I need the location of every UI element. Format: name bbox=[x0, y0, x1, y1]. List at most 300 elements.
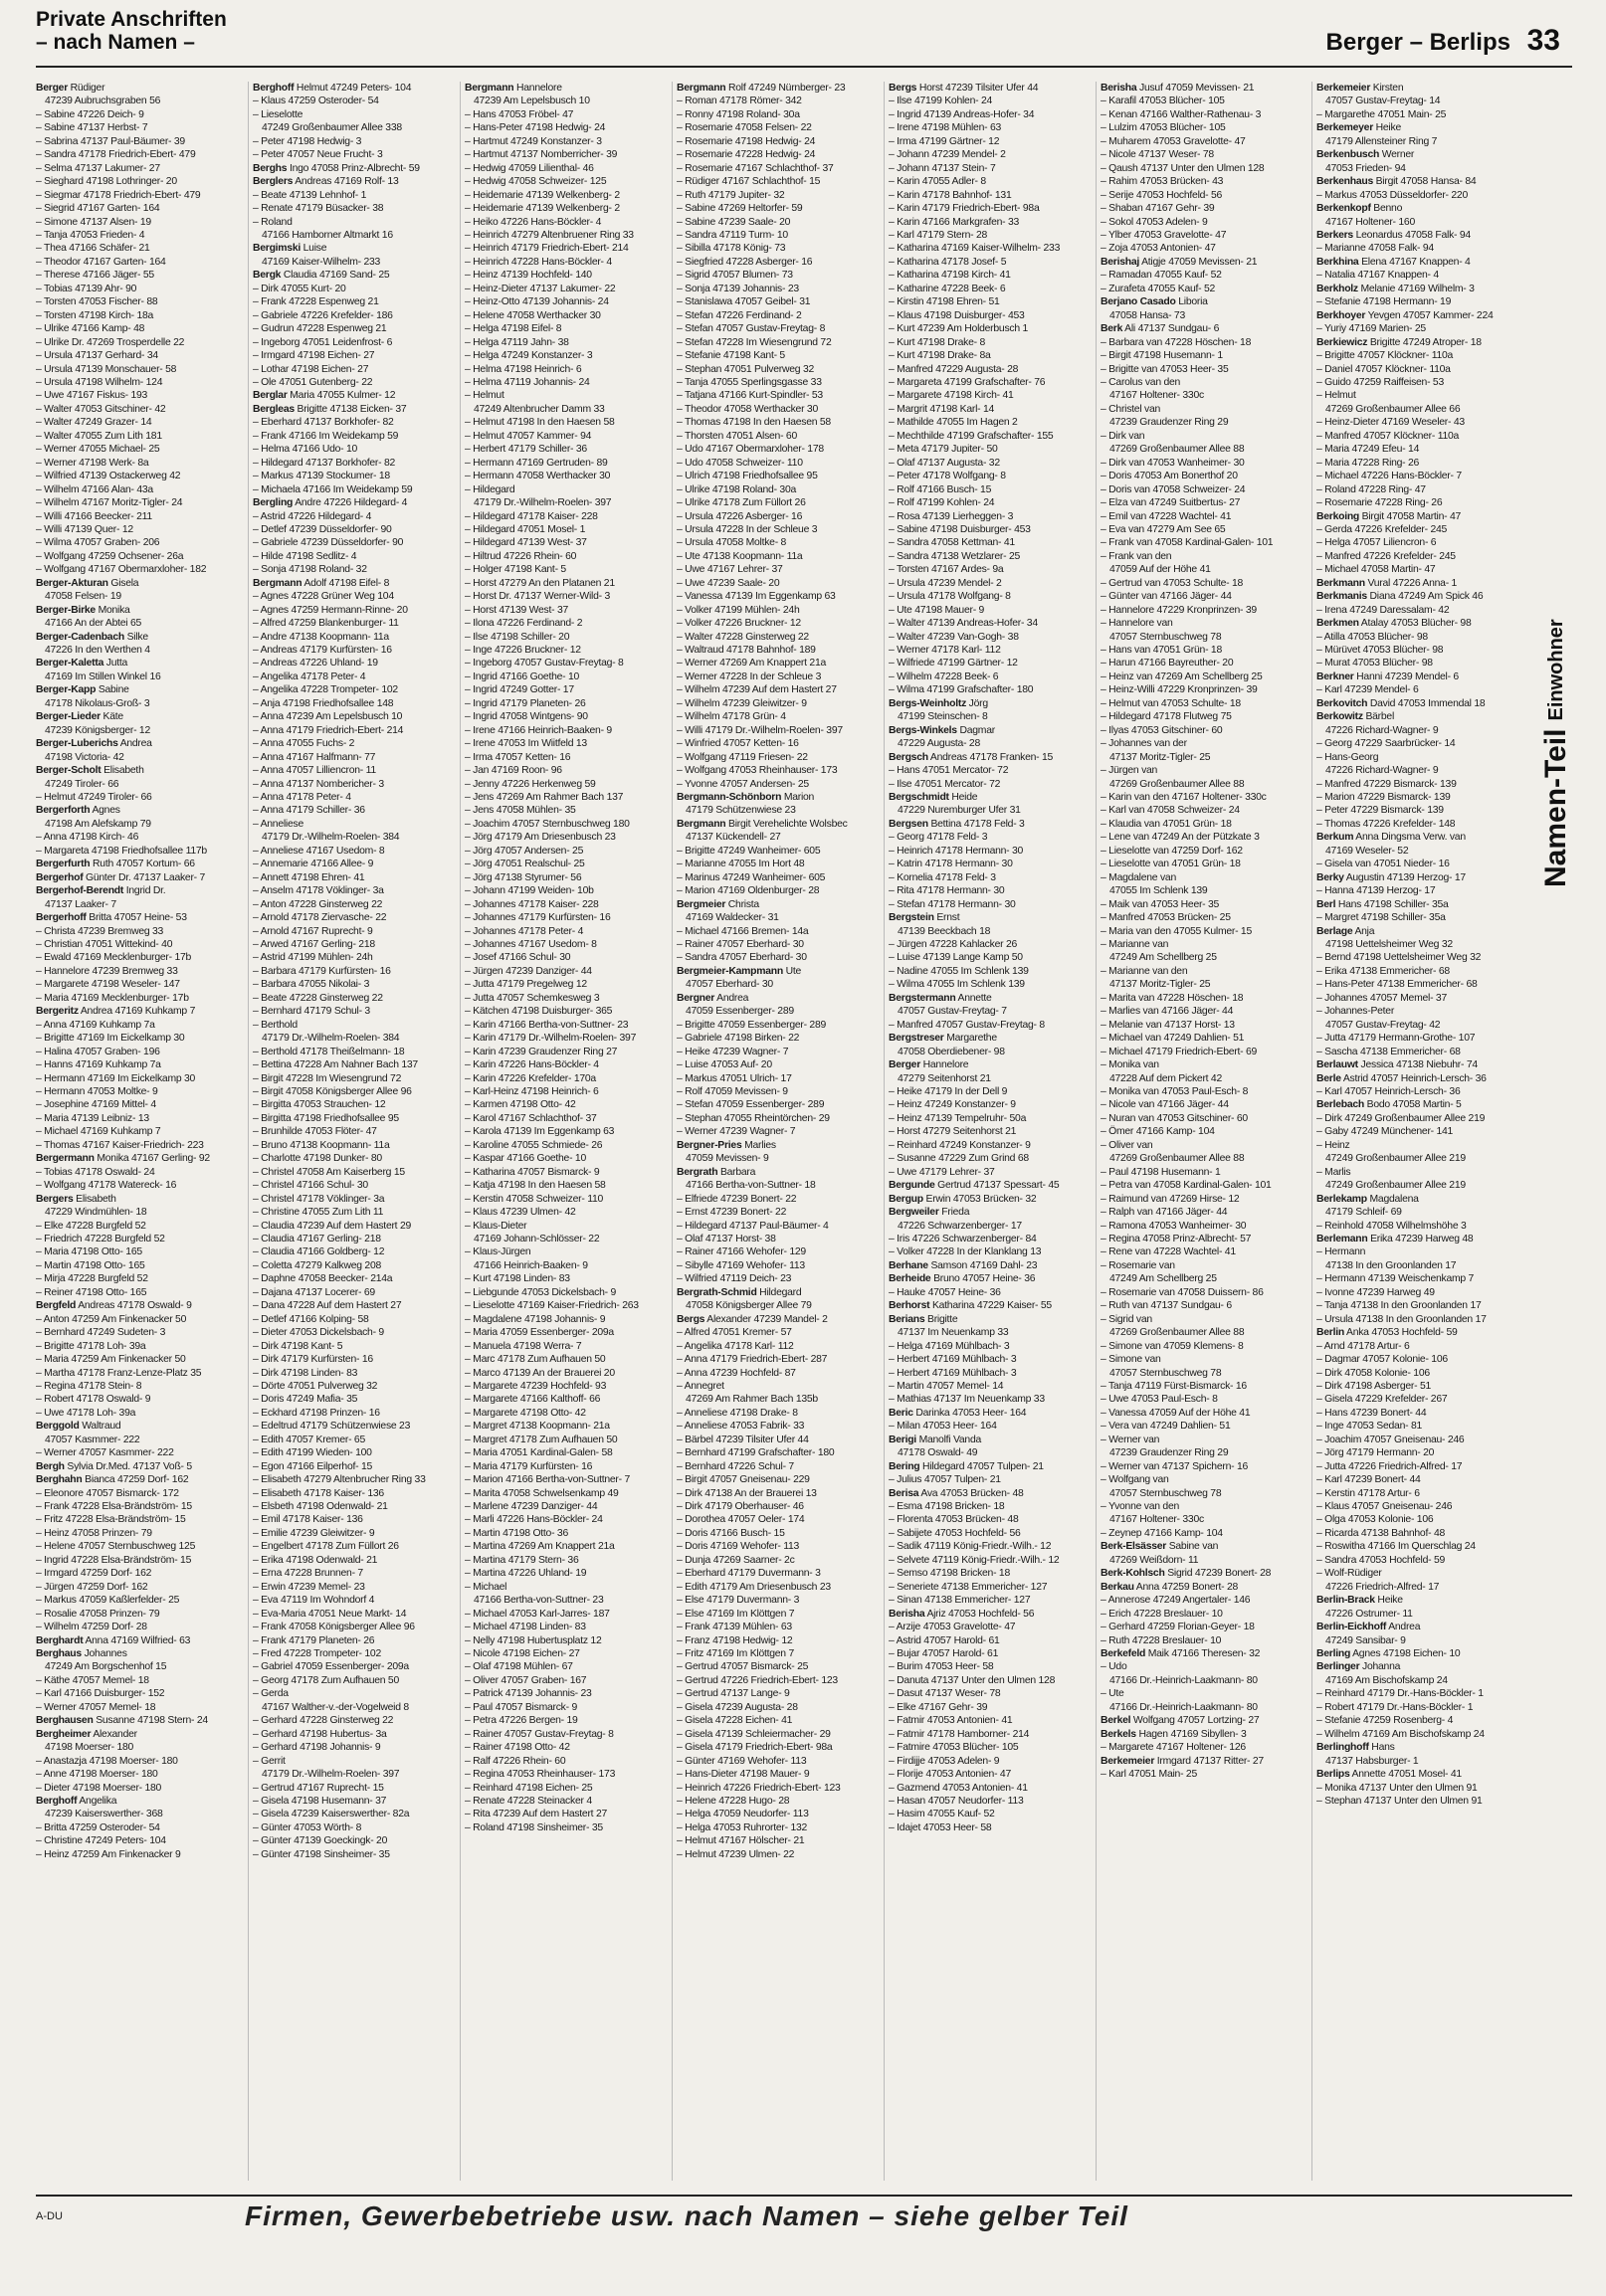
entry-text: – Hasim 47055 Kauf- 52 bbox=[889, 1809, 995, 1820]
entry-text: – Helga 47249 Konstanzer- 3 bbox=[465, 350, 593, 362]
listing-entry bbox=[36, 1085, 247, 1098]
entry-text: – Joachim 47057 Sternbuschweg 180 bbox=[465, 818, 630, 830]
listing-entry bbox=[465, 1567, 676, 1580]
listing-entry bbox=[36, 1434, 247, 1446]
entry-text: – Gisela 47139 Schleiermacher- 29 bbox=[677, 1728, 831, 1740]
listing-entry bbox=[677, 457, 888, 470]
listing-entry bbox=[1101, 1500, 1309, 1513]
surname: Berghoff bbox=[36, 1796, 78, 1807]
entry-text: – Ulrike Dr. 47269 Trosperdelle 22 bbox=[36, 336, 185, 348]
entry-text: – Anna 47179 Schiller- 36 bbox=[253, 805, 365, 817]
entry-text: – Werner 47239 Wagner- 7 bbox=[677, 1126, 796, 1138]
entry-text: – Stephan 47051 Pulverweg 32 bbox=[677, 363, 815, 375]
entry-text: Hans bbox=[1368, 1742, 1395, 1754]
entry-text: – Hannelore 47229 Kronprinzen- 39 bbox=[1101, 604, 1257, 616]
listing-entry bbox=[1101, 1647, 1309, 1660]
entry-text: – Christa 47239 Bremweg 33 bbox=[36, 925, 164, 937]
entry-text: – Marianne 47058 Falk- 94 bbox=[1316, 243, 1434, 255]
listing-entry bbox=[889, 911, 1100, 924]
entry-text: – Luise 47139 Lange Kamp 50 bbox=[889, 952, 1023, 964]
entry-text: – Doris 47053 Am Bonerthof 20 bbox=[1101, 471, 1238, 482]
entry-text: Monika 47167 Gerling- 92 bbox=[94, 1153, 210, 1165]
listing-entry bbox=[253, 898, 464, 911]
listing-entry bbox=[1101, 363, 1309, 376]
entry-text: – Bettina 47228 Am Nahner Bach 137 bbox=[253, 1059, 418, 1071]
entry-text: – Siegmar 47178 Friedrich-Ebert- 479 bbox=[36, 189, 201, 201]
listing-entry bbox=[889, 1487, 1100, 1500]
entry-text: – Hildegard 47051 Mosel- 1 bbox=[465, 523, 586, 535]
listing-entry bbox=[253, 1768, 464, 1781]
entry-text: – Wolf-Rüdiger bbox=[1316, 1568, 1382, 1580]
entry-text: – Anton 47259 Am Finkenacker 50 bbox=[36, 1313, 187, 1325]
listing-entry bbox=[677, 295, 888, 308]
listing-entry bbox=[253, 697, 464, 710]
entry-text: – Kornelia 47178 Feld- 3 bbox=[889, 871, 996, 883]
listing-entry bbox=[889, 470, 1100, 482]
entry-text: – Roland 47228 Ring- 47 bbox=[1316, 483, 1426, 495]
surname: Berlemann bbox=[1316, 1233, 1368, 1244]
listing-entry bbox=[1316, 1179, 1527, 1192]
surname: Bergerhof bbox=[36, 871, 84, 883]
listing-entry bbox=[1101, 550, 1309, 563]
listing-entry bbox=[1101, 1487, 1309, 1500]
entry-text: – Renate 47228 Steinacker 4 bbox=[465, 1796, 592, 1807]
entry-text: – Birgit 47058 Königsberger Allee 96 bbox=[253, 1085, 412, 1097]
entry-text: – Birgit 47057 Gneisenau- 229 bbox=[677, 1474, 810, 1486]
entry-text: – Walter 47139 Andreas-Hofer- 34 bbox=[889, 618, 1038, 630]
listing-entry bbox=[1101, 256, 1309, 269]
surname: Berghausen bbox=[36, 1715, 94, 1727]
entry-text: – Irma 47199 Gärtner- 12 bbox=[889, 135, 1000, 147]
footer-note: Firmen, Gewerbebetriebe usw. nach Namen – siehe gelber Teil bbox=[245, 2200, 1128, 2231]
listing-entry bbox=[1101, 457, 1309, 470]
listing-entry bbox=[36, 1112, 247, 1125]
entry-text: Ajriz 47053 Hochfeld- 56 bbox=[924, 1608, 1035, 1620]
listing-entry bbox=[677, 1166, 888, 1179]
entry-text: 47226 Ostrumer- 11 bbox=[1325, 1608, 1413, 1620]
entry-text: – Sabine 47137 Herbst- 7 bbox=[36, 122, 148, 134]
listing-entry bbox=[36, 1755, 247, 1768]
entry-text: – Karin 47226 Krefelder- 170a bbox=[465, 1072, 596, 1084]
listing-entry bbox=[253, 1513, 464, 1526]
entry-text: – Nicole 47198 Eichen- 27 bbox=[465, 1648, 580, 1660]
entry-text: – Paul 47198 Husemann- 1 bbox=[1101, 1166, 1221, 1178]
listing-entry bbox=[36, 1567, 247, 1580]
listing-entry bbox=[677, 1005, 888, 1018]
listing-entry bbox=[1316, 965, 1527, 978]
surname: Bergmann bbox=[253, 577, 302, 589]
listing-entry bbox=[1101, 1567, 1309, 1580]
listing-entry bbox=[253, 804, 464, 817]
surname: Bergs-Weinholtz bbox=[889, 697, 967, 709]
entry-text: 47166 Dr.-Heinrich-Laakmann- 80 bbox=[1109, 1701, 1258, 1713]
entry-text: Gertrud 47137 Spessart- 45 bbox=[934, 1180, 1060, 1192]
entry-text: – Bärbel 47239 Tilsiter Ufer 44 bbox=[677, 1434, 809, 1445]
entry-text: – Waltraud 47178 Bahnhof- 189 bbox=[677, 645, 816, 657]
listing-entry bbox=[465, 162, 676, 175]
entry-text: – Dirk 47198 Asberger- 51 bbox=[1316, 1380, 1432, 1392]
entry-text: – Michael van 47249 Dahlien- 51 bbox=[1101, 1033, 1245, 1045]
entry-text: – Kätchen 47198 Duisburger- 365 bbox=[465, 1006, 613, 1018]
entry-text: 47239 Am Lepelsbusch 10 bbox=[474, 96, 590, 107]
entry-text: – Emil 47178 Kaiser- 136 bbox=[253, 1514, 363, 1526]
listing-entry bbox=[465, 295, 676, 308]
listing-entry bbox=[253, 457, 464, 470]
entry-text: – Markus 47139 Stockumer- 18 bbox=[253, 471, 390, 482]
listing-entry bbox=[677, 256, 888, 269]
listing-entry bbox=[677, 978, 888, 991]
listing-entry bbox=[677, 1848, 888, 1861]
listing-entry bbox=[677, 1179, 888, 1192]
section-title-line1: Private Anschriften bbox=[36, 8, 227, 31]
entry-text: Anna 47259 Bonert- 28 bbox=[1133, 1581, 1239, 1593]
surname: Berlekamp bbox=[1316, 1193, 1367, 1205]
listing-entry bbox=[1101, 697, 1309, 710]
entry-text: – Gisela 47239 Augusta- 28 bbox=[677, 1701, 798, 1713]
entry-text: – Horst 47139 West- 37 bbox=[465, 604, 569, 616]
listing-entry bbox=[677, 644, 888, 657]
entry-text: Ingrid Dr. bbox=[123, 885, 166, 897]
entry-text: – Margarete 47167 Holtener- 126 bbox=[1101, 1742, 1246, 1754]
listing-entry bbox=[253, 1085, 464, 1098]
listing-entry bbox=[465, 590, 676, 603]
listing-entry bbox=[465, 1701, 676, 1714]
entry-text: – Anna 47057 Lilliencron- 11 bbox=[253, 765, 376, 777]
entry-text: – Eva-Maria 47051 Neue Markt- 14 bbox=[253, 1608, 407, 1620]
listing-entry bbox=[1101, 1313, 1309, 1326]
listing-entry bbox=[889, 1393, 1100, 1406]
entry-text: – Annerose 47249 Angertaler- 146 bbox=[1101, 1595, 1251, 1607]
entry-text: 47059 Essenberger- 289 bbox=[686, 1006, 794, 1018]
entry-text: – Marli 47226 Hans-Böckler- 24 bbox=[465, 1514, 603, 1526]
listing-entry bbox=[677, 1407, 888, 1420]
entry-text: – Irmgard 47259 Dorf- 162 bbox=[36, 1568, 152, 1580]
listing-entry bbox=[1101, 443, 1309, 456]
surname: Bergrath-Schmid bbox=[677, 1286, 757, 1298]
entry-text: Ernst bbox=[933, 912, 960, 924]
entry-text: – Anna 47169 Kuhkamp 7a bbox=[36, 1019, 155, 1031]
listing-entry bbox=[1316, 858, 1527, 870]
listing-entry bbox=[253, 389, 464, 402]
entry-text: 47059 Auf der Höhe 41 bbox=[1109, 564, 1211, 576]
listing-entry bbox=[889, 1152, 1100, 1165]
entry-text: Rüdiger bbox=[68, 83, 105, 94]
listing-entry bbox=[677, 1634, 888, 1647]
entry-text: – Rüdiger 47167 Schlachthof- 15 bbox=[677, 176, 821, 188]
surname: Bergmann bbox=[677, 818, 726, 830]
listing-entry bbox=[465, 269, 676, 282]
entry-text: – Ramadan 47055 Kauf- 52 bbox=[1101, 270, 1222, 282]
listing-entry bbox=[253, 1272, 464, 1285]
entry-text: – Stefan 47059 Essenberger- 289 bbox=[677, 1099, 825, 1111]
entry-text: – Edith 47057 Kremer- 65 bbox=[253, 1434, 365, 1445]
listing-entry bbox=[465, 1674, 676, 1687]
listing-entry bbox=[889, 1046, 1100, 1058]
listing-entry bbox=[253, 938, 464, 951]
listing-entry bbox=[677, 202, 888, 215]
entry-text: – Rainer 47057 Eberhard- 30 bbox=[677, 939, 804, 950]
listing-entry bbox=[253, 925, 464, 938]
listing-entry bbox=[465, 242, 676, 255]
entry-text: Benno bbox=[1370, 203, 1403, 215]
entry-text: 47269 Am Rahmer Bach 135b bbox=[686, 1394, 818, 1406]
listing-entry bbox=[677, 1687, 888, 1700]
listing-entry bbox=[889, 1768, 1100, 1781]
surname: Bergrath bbox=[677, 1166, 718, 1178]
entry-text: Hannelore bbox=[920, 1059, 969, 1071]
listing-entry bbox=[677, 363, 888, 376]
listing-entry bbox=[465, 1019, 676, 1032]
entry-text: Agnes 47198 Eichen- 10 bbox=[1350, 1648, 1461, 1660]
listing-entry bbox=[889, 1125, 1100, 1138]
entry-text: – Marlis bbox=[1316, 1166, 1351, 1178]
listing-entry bbox=[1316, 95, 1527, 107]
listing-entry bbox=[465, 1259, 676, 1272]
listing-entry bbox=[889, 1233, 1100, 1245]
entry-text: Andreas 47178 Oswald- 9 bbox=[76, 1300, 192, 1312]
listing-entry bbox=[465, 1420, 676, 1433]
entry-text: – Berthold 47178 Theißelmann- 18 bbox=[253, 1046, 405, 1057]
listing-entry bbox=[1101, 189, 1309, 202]
entry-text: Johannes bbox=[81, 1648, 127, 1660]
listing-entry bbox=[465, 845, 676, 858]
listing-entry bbox=[36, 95, 247, 107]
listing-entry bbox=[465, 322, 676, 335]
listing-entry bbox=[253, 1046, 464, 1058]
listing-entry bbox=[465, 403, 676, 416]
entry-text: – Dirk 47198 Linden- 83 bbox=[253, 1367, 358, 1379]
listing-entry bbox=[1101, 1634, 1309, 1647]
entry-text: 47269 Großenbaumer Allee 88 bbox=[1109, 444, 1245, 456]
entry-text: – Britta 47259 Osteroder- 54 bbox=[36, 1821, 160, 1833]
entry-text: – Stephan 47055 Rheintörchen- 29 bbox=[677, 1112, 830, 1124]
entry-text: – Helga 47053 Ruhrorter- 132 bbox=[677, 1821, 808, 1833]
listing-entry bbox=[889, 1326, 1100, 1339]
entry-text: – Ingrid 47139 Andreas-Hofer- 34 bbox=[889, 108, 1035, 120]
entry-text: Alexander 47239 Mandel- 2 bbox=[704, 1313, 828, 1325]
listing-entry bbox=[1101, 229, 1309, 242]
listing-entry bbox=[677, 283, 888, 295]
listing-entry bbox=[1316, 1058, 1527, 1071]
listing-entry bbox=[889, 590, 1100, 603]
listing-entry bbox=[253, 1581, 464, 1594]
page-range-title bbox=[1326, 24, 1560, 58]
listing-entry bbox=[889, 430, 1100, 443]
listing-entry bbox=[253, 336, 464, 349]
listing-entry bbox=[1101, 1701, 1309, 1714]
listing-entry bbox=[889, 1581, 1100, 1594]
listing-entry bbox=[253, 162, 464, 175]
listing-entry bbox=[889, 376, 1100, 389]
entry-text: – Dajana 47137 Locerer- 69 bbox=[253, 1286, 375, 1298]
entry-text: 47166 Hamborner Altmarkt 16 bbox=[262, 229, 393, 241]
surname: Berkholz bbox=[1316, 283, 1358, 294]
listing-entry bbox=[677, 1834, 888, 1847]
surname: Bergers bbox=[36, 1193, 74, 1205]
entry-text: – Egon 47166 Eilperhof- 15 bbox=[253, 1460, 373, 1472]
listing-entry bbox=[677, 871, 888, 884]
entry-text: – Theodor 47058 Werthacker 30 bbox=[677, 403, 818, 415]
surname: Berkowitz bbox=[1316, 711, 1363, 723]
entry-text: – Heinrich 47226 Friedrich-Ebert- 123 bbox=[677, 1782, 841, 1794]
entry-text: – Helga 47198 Eifel- 8 bbox=[465, 323, 562, 335]
listing-entry bbox=[465, 1808, 676, 1820]
entry-text: – Herbert 47169 Mühlbach- 3 bbox=[889, 1354, 1017, 1366]
listing-entry bbox=[1101, 1594, 1309, 1607]
listing-entry bbox=[1101, 1233, 1309, 1245]
entry-text: – Heinz-Dieter 47137 Lakumer- 22 bbox=[465, 283, 616, 294]
listing-entry bbox=[889, 229, 1100, 242]
entry-text: – Kenan 47166 Walther-Rathenau- 3 bbox=[1101, 108, 1262, 120]
listing-entry bbox=[1316, 376, 1527, 389]
entry-text: – Karl 47239 Bonert- 44 bbox=[1316, 1474, 1421, 1486]
entry-text: 47226 Friedrich-Alfred- 17 bbox=[1325, 1581, 1440, 1593]
listing-entry bbox=[1316, 242, 1527, 255]
entry-text: – Hermann 47169 Im Eickelkamp 30 bbox=[36, 1072, 196, 1084]
listing-entry bbox=[253, 349, 464, 362]
entry-text: – Maria 47051 Kardinal-Galen- 58 bbox=[465, 1447, 613, 1459]
entry-text: 47137 Moritz-Tigler- 25 bbox=[1109, 979, 1211, 991]
listing-entry bbox=[253, 631, 464, 644]
listing-entry bbox=[1316, 1581, 1527, 1594]
entry-text: – Jan 47169 Roon- 96 bbox=[465, 765, 562, 777]
listing-entry bbox=[253, 283, 464, 295]
surname: Berkemeier bbox=[1101, 1755, 1155, 1767]
entry-text: – Robert 47179 Dr.-Hans-Böckler- 1 bbox=[1316, 1701, 1474, 1713]
listing-entry bbox=[36, 1500, 247, 1513]
listing-entry bbox=[36, 1286, 247, 1299]
entry-text: – Ramona 47053 Wanheimer- 30 bbox=[1101, 1220, 1247, 1232]
entry-text: – Simone van 47059 Klemens- 8 bbox=[1101, 1340, 1244, 1352]
listing-entry bbox=[889, 550, 1100, 563]
entry-text: – Erwin 47239 Memel- 23 bbox=[253, 1581, 365, 1593]
listing-entry bbox=[1101, 1245, 1309, 1258]
entry-text: Sigrid 47239 Bonert- 28 bbox=[1164, 1568, 1272, 1580]
entry-text: – Idajet 47053 Heer- 58 bbox=[889, 1821, 992, 1833]
entry-text: 47239 Aubruchsgraben 56 bbox=[45, 96, 161, 107]
entry-text: – Burim 47053 Heer- 58 bbox=[889, 1661, 994, 1673]
listing-entry bbox=[889, 95, 1100, 107]
entry-text: – Marlies van 47166 Jäger- 44 bbox=[1101, 1006, 1234, 1018]
listing-entry bbox=[1316, 577, 1527, 590]
entry-text: – Theodor 47167 Garten- 164 bbox=[36, 256, 166, 268]
listing-entry bbox=[253, 1367, 464, 1380]
surname: Berlinghoff bbox=[1316, 1742, 1369, 1754]
listing-entry bbox=[889, 1058, 1100, 1071]
entry-text: 47226 Schwarzenberger- 17 bbox=[898, 1220, 1022, 1232]
entry-text: – Olaf 47137 Horst- 38 bbox=[677, 1233, 776, 1244]
listing-entry bbox=[465, 1795, 676, 1808]
entry-text: 47269 Großenbaumer Allee 88 bbox=[1109, 1327, 1245, 1339]
entry-text: Andreas 47169 Rolf- 13 bbox=[293, 176, 399, 188]
listing-entry bbox=[36, 818, 247, 831]
entry-text: – Hermann bbox=[1316, 1246, 1366, 1258]
surname: Berlips bbox=[1316, 1769, 1350, 1781]
entry-text: – Anna 47137 Nombericher- 3 bbox=[253, 778, 384, 790]
entry-text: 47167 Walther-v.-der-Vogelweid 8 bbox=[262, 1701, 409, 1713]
entry-text: – Dagmar 47057 Kolonie- 106 bbox=[1316, 1354, 1448, 1366]
entry-text: – Murat 47053 Blücher- 98 bbox=[1316, 658, 1433, 670]
listing-entry bbox=[253, 992, 464, 1005]
entry-text: – Johann 47137 Stein- 7 bbox=[889, 162, 996, 174]
surname: Berkemeyer bbox=[1316, 122, 1374, 134]
listing-entry bbox=[465, 376, 676, 389]
entry-text: – Karin 47239 Graudenzer Ring 27 bbox=[465, 1046, 618, 1057]
entry-text: – Anneliese 47167 Usedom- 8 bbox=[253, 845, 385, 857]
listing-entry bbox=[465, 1179, 676, 1192]
entry-text: – Udo 47167 Obermarxloher- 178 bbox=[677, 444, 824, 456]
listing-entry bbox=[1101, 1286, 1309, 1299]
listing-entry bbox=[889, 1821, 1100, 1834]
surname: Bergs bbox=[677, 1313, 705, 1325]
listing-entry bbox=[465, 1206, 676, 1219]
listing-entry bbox=[1101, 1473, 1309, 1486]
entry-text: – Florije 47053 Antonien- 47 bbox=[889, 1769, 1011, 1781]
entry-text: – Jenny 47226 Herkenweg 59 bbox=[465, 778, 596, 790]
listing-entry bbox=[677, 1701, 888, 1714]
listing-entry bbox=[1101, 1608, 1309, 1621]
listing-entry bbox=[677, 1152, 888, 1165]
listing-entry bbox=[677, 683, 888, 696]
listing-entry bbox=[677, 1313, 888, 1326]
entry-text: – Ursula 47228 In der Schleue 3 bbox=[677, 523, 818, 535]
entry-text: – Ronny 47198 Roland- 30a bbox=[677, 108, 800, 120]
listing-entry bbox=[253, 1259, 464, 1272]
listing-column bbox=[460, 82, 676, 2181]
listing-entry bbox=[1316, 1500, 1527, 1513]
entry-text: Vural 47226 Anna- 1 bbox=[1364, 577, 1458, 589]
listing-entry bbox=[1316, 1608, 1527, 1621]
listing-entry bbox=[465, 1434, 676, 1446]
listing-entry bbox=[36, 1594, 247, 1607]
name-range: Berger – Berlips bbox=[1325, 29, 1510, 56]
entry-text: – Rosemarie 47198 Hedwig- 24 bbox=[677, 135, 816, 147]
entry-text: Luise bbox=[301, 243, 327, 255]
listing-entry bbox=[677, 804, 888, 817]
entry-text: Brigitte bbox=[924, 1313, 958, 1325]
entry-text: – Horst Dr. 47137 Werner-Wild- 3 bbox=[465, 591, 610, 603]
listing-entry bbox=[253, 764, 464, 777]
listing-entry bbox=[253, 256, 464, 269]
listing-entry bbox=[1101, 938, 1309, 951]
entry-text: – Peter 47229 Bismarck- 139 bbox=[1316, 805, 1444, 817]
listing-entry bbox=[465, 1380, 676, 1393]
listing-entry bbox=[465, 1340, 676, 1353]
entry-text: – Inge 47053 Sedan- 81 bbox=[1316, 1421, 1423, 1433]
entry-text: – Wolfgang 47053 Rheinhauser- 173 bbox=[677, 765, 838, 777]
entry-text: – Sabine 47269 Heltorfer- 59 bbox=[677, 203, 803, 215]
listing-entry bbox=[1101, 510, 1309, 523]
entry-text: Dagmar bbox=[956, 724, 995, 736]
entry-text: – Ingrid 47249 Gotter- 17 bbox=[465, 684, 574, 696]
listing-entry bbox=[465, 831, 676, 844]
listing-entry bbox=[1316, 871, 1527, 884]
listing-entry bbox=[36, 1782, 247, 1795]
listing-entry bbox=[889, 631, 1100, 644]
entry-text: – Rita 47239 Auf dem Hastert 27 bbox=[465, 1809, 608, 1820]
entry-text: – Werner 47178 Karl- 112 bbox=[889, 645, 1001, 657]
entry-text: – Manfred 47057 Gustav-Freytag- 8 bbox=[889, 1019, 1045, 1031]
listing-entry bbox=[1101, 1220, 1309, 1233]
listing-entry bbox=[677, 617, 888, 630]
surname: Bergsen bbox=[889, 818, 928, 830]
entry-text: 47249 Großenbaumer Allee 219 bbox=[1325, 1153, 1466, 1165]
listing-entry bbox=[889, 697, 1100, 710]
entry-text: – Katrin 47178 Hermann- 30 bbox=[889, 859, 1013, 870]
listing-entry bbox=[889, 1380, 1100, 1393]
listing-entry bbox=[465, 737, 676, 750]
entry-text: 47057 Gustav-Freytag- 42 bbox=[1325, 1019, 1441, 1031]
